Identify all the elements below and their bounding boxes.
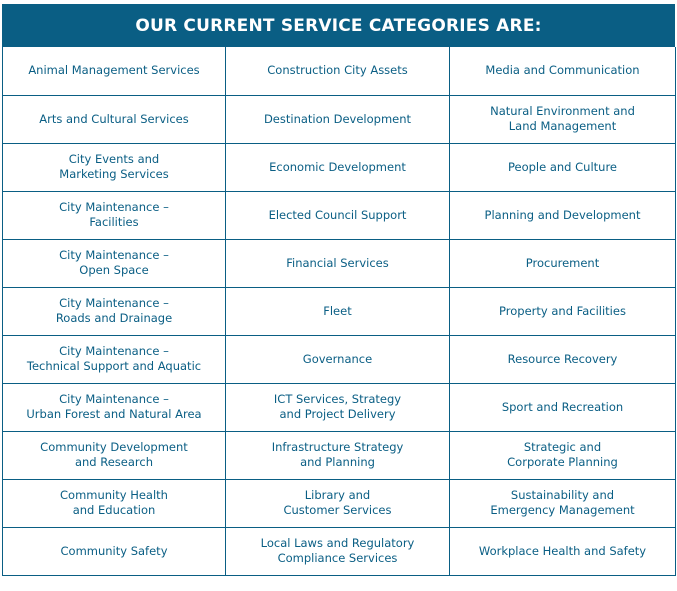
- service-category-cell: Strategic and Corporate Planning: [450, 431, 676, 479]
- table-row: [3, 191, 676, 239]
- service-category-cell: Workplace Health and Safety: [450, 527, 676, 575]
- service-category-cell: Property and Facilities: [450, 287, 676, 335]
- service-category-cell: Economic Development: [226, 143, 450, 191]
- table-row: [3, 239, 676, 287]
- service-category-cell: Sport and Recreation: [450, 383, 676, 431]
- service-category-cell: People and Culture: [450, 143, 676, 191]
- service-category-cell: Resource Recovery: [450, 335, 676, 383]
- service-category-cell: Media and Communication: [450, 47, 676, 95]
- service-category-cell: ICT Services, Strategy and Project Delivery: [226, 383, 450, 431]
- service-category-cell: Arts and Cultural Services: [3, 95, 226, 143]
- service-category-cell: City Maintenance – Roads and Drainage: [3, 287, 226, 335]
- table-row: [3, 47, 676, 95]
- service-category-cell: Procurement: [450, 239, 676, 287]
- table-row: [3, 527, 676, 575]
- service-category-cell: City Maintenance – Facilities: [3, 191, 226, 239]
- service-category-cell: Natural Environment and Land Management: [450, 95, 676, 143]
- service-category-cell: Animal Management Services: [3, 47, 226, 95]
- service-category-cell: Community Development and Research: [3, 431, 226, 479]
- service-category-cell: Governance: [226, 335, 450, 383]
- table-row: [3, 335, 676, 383]
- service-category-cell: Elected Council Support: [226, 191, 450, 239]
- service-category-cell: Planning and Development: [450, 191, 676, 239]
- service-category-cell: Community Safety: [3, 527, 226, 575]
- service-category-cell: City Events and Marketing Services: [3, 143, 226, 191]
- service-category-cell: Sustainability and Emergency Management: [450, 479, 676, 527]
- table-row: [3, 383, 676, 431]
- table-row: [3, 143, 676, 191]
- service-category-cell: City Maintenance – Technical Support and Aquatic: [3, 335, 226, 383]
- service-category-cell: Financial Services: [226, 239, 450, 287]
- service-category-cell: Destination Development: [226, 95, 450, 143]
- service-category-cell: Community Health and Education: [3, 479, 226, 527]
- service-category-cell: Infrastructure Strategy and Planning: [226, 431, 450, 479]
- panel-title: OUR CURRENT SERVICE CATEGORIES ARE:: [2, 4, 675, 47]
- service-categories-panel: [2, 4, 675, 576]
- service-category-cell: City Maintenance – Open Space: [3, 239, 226, 287]
- service-category-cell: City Maintenance – Urban Forest and Natural Area: [3, 383, 226, 431]
- table-row: [3, 479, 676, 527]
- service-category-cell: Construction City Assets: [226, 47, 450, 95]
- table-body: [3, 47, 676, 575]
- service-category-cell: Library and Customer Services: [226, 479, 450, 527]
- table-row: [3, 95, 676, 143]
- table-row: [3, 287, 676, 335]
- service-category-cell: Fleet: [226, 287, 450, 335]
- table-row: [3, 431, 676, 479]
- service-categories-table: [2, 47, 676, 576]
- service-category-cell: Local Laws and Regulatory Compliance Services: [226, 527, 450, 575]
